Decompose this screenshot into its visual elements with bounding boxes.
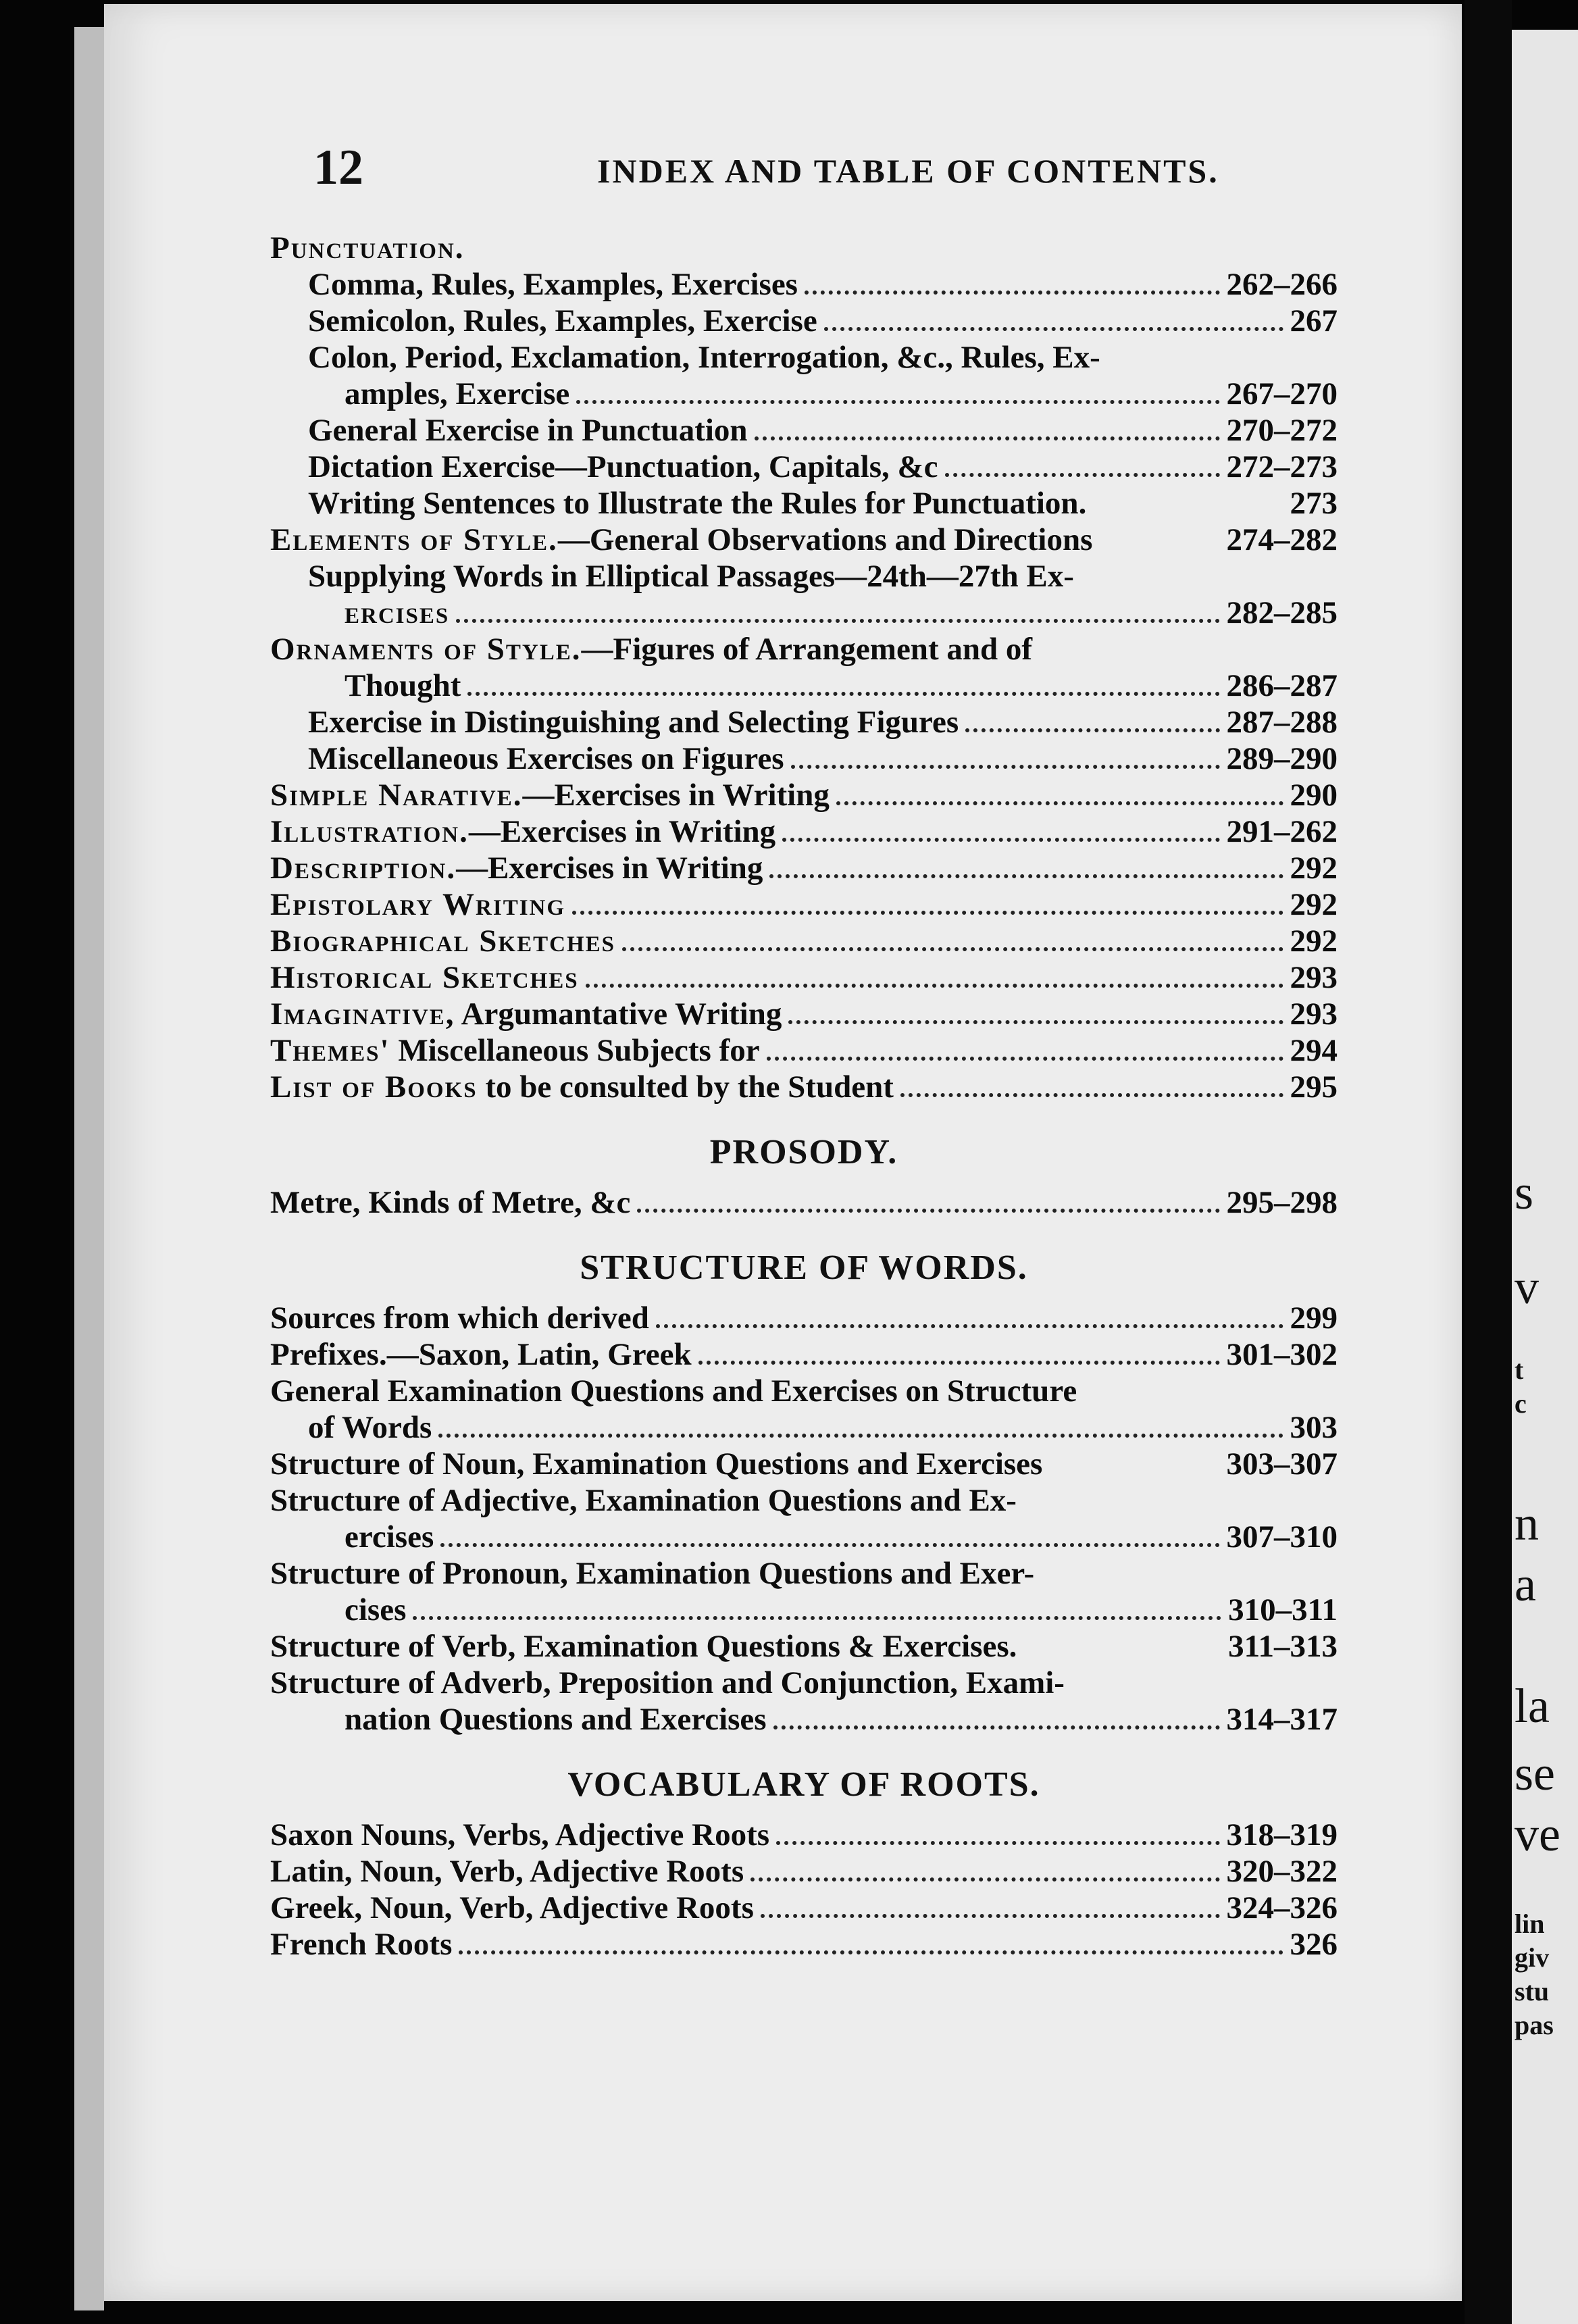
toc-entry: List of Books to be consulted by the Student 295 [270, 1069, 1338, 1105]
toc-entry: Description.—Exercises in Writing 292 [270, 851, 1338, 886]
page-number: 12 [313, 140, 363, 195]
toc-heading-punctuation: Punctuation. [270, 230, 465, 266]
facing-fragment: v [1515, 1260, 1539, 1314]
facing-fragment: s [1515, 1165, 1534, 1219]
toc-entry-elements-of-style: Elements of Style.—General Observations and Directions 274–282 [270, 522, 1338, 557]
toc-entry: General Exercise in Punctuation 270–272 [308, 413, 1338, 448]
toc-entry: amples, Exercise 267–270 [345, 376, 1338, 411]
toc-entry: ercises 282–285 [345, 595, 1338, 630]
toc-entry: Semicolon, Rules, Examples, Exercise 267 [308, 303, 1338, 338]
toc-entry: Metre, Kinds of Metre, &c 295–298 [270, 1185, 1338, 1220]
toc-entry: Simple Narative.—Exercises in Writing 290 [270, 778, 1338, 813]
toc-entry-ornaments-of-style: Ornaments of Style.—Figures of Arrangement and of [270, 632, 1033, 667]
toc-entry: Prefixes.—Saxon, Latin, Greek 301–302 [270, 1337, 1338, 1372]
toc-entry: Exercise in Distinguishing and Selecting Figures 287–288 [308, 705, 1338, 740]
facing-fragment: c [1515, 1388, 1527, 1419]
toc-entry: ercises 307–310 [345, 1519, 1338, 1555]
facing-fragment: ve [1515, 1807, 1560, 1861]
toc-entry: Biographical Sketches 292 [270, 924, 1338, 959]
toc-entry: Writing Sentences to Illustrate the Rules for Punctuation. 273 [308, 486, 1338, 521]
toc-entry: Sources from which derived 299 [270, 1300, 1338, 1336]
facing-fragment: lin [1515, 1909, 1545, 1939]
section-heading-structure-of-words: STRUCTURE OF WORDS. [580, 1248, 1028, 1287]
toc-entry: French Roots 326 [270, 1927, 1338, 1962]
page-edge [74, 27, 104, 2310]
toc-entry: Latin, Noun, Verb, Adjective Roots 320–322 [270, 1854, 1338, 1889]
toc-entry: Structure of Adverb, Preposition and Conjunction, Exami- [270, 1665, 1065, 1700]
facing-fragment: a [1515, 1557, 1536, 1611]
toc-entry: Supplying Words in Elliptical Passages—24th—27th Ex- [308, 559, 1074, 594]
facing-fragment: giv [1515, 1942, 1550, 1973]
toc-entry: Structure of Adjective, Examination Questions and Ex- [270, 1483, 1017, 1518]
toc-entry: Saxon Nouns, Verbs, Adjective Roots 318–319 [270, 1817, 1338, 1852]
toc-entry: Greek, Noun, Verb, Adjective Roots 324–326 [270, 1890, 1338, 1925]
toc-entry: nation Questions and Exercises 314–317 [345, 1702, 1338, 1737]
facing-fragment: n [1515, 1496, 1539, 1550]
toc-entry: Epistolary Writing 292 [270, 887, 1338, 922]
toc-entry: Dictation Exercise—Punctuation, Capitals, &c 272–273 [308, 449, 1338, 484]
toc-entry: Thought 286–287 [345, 668, 1338, 703]
section-heading-prosody: PROSODY. [709, 1133, 898, 1171]
toc-entry: Comma, Rules, Examples, Exercises 262–266 [308, 267, 1338, 302]
facing-fragment: pas [1515, 2010, 1554, 2040]
toc-entry: General Examination Questions and Exercises on Structure [270, 1373, 1077, 1409]
facing-fragment: stu [1515, 1976, 1550, 2006]
facing-fragment: t [1515, 1355, 1524, 1385]
toc-entry: Illustration.—Exercises in Writing 291–262 [270, 814, 1338, 849]
table-of-contents [270, 230, 1338, 1963]
toc-entry: Structure of Pronoun, Examination Questions and Exer- [270, 1556, 1035, 1591]
toc-entry: Historical Sketches 293 [270, 960, 1338, 995]
toc-entry: Imaginative, Argumantative Writing 293 [270, 996, 1338, 1032]
facing-page [1512, 30, 1578, 2324]
running-title: INDEX AND TABLE OF CONTENTS. [597, 152, 1219, 190]
toc-entry: Themes' Miscellaneous Subjects for 294 [270, 1033, 1338, 1068]
section-heading-vocabulary-of-roots: VOCABULARY OF ROOTS. [567, 1765, 1040, 1804]
book-gutter [1465, 0, 1512, 2324]
facing-fragment: se [1515, 1746, 1555, 1800]
toc-entry: Miscellaneous Exercises on Figures 289–290 [308, 741, 1338, 776]
toc-entry: Structure of Verb, Examination Questions & Exercises. 311–313 [270, 1629, 1338, 1664]
toc-entry: Structure of Noun, Examination Questions and Exercises 303–307 [270, 1446, 1338, 1482]
toc-entry: Colon, Period, Exclamation, Interrogation, &c., Rules, Ex- [308, 340, 1100, 375]
toc-entry: cises 310–311 [345, 1592, 1338, 1627]
page-header [313, 139, 1381, 200]
facing-fragment: la [1515, 1679, 1550, 1733]
toc-entry: of Words 303 [308, 1410, 1338, 1445]
